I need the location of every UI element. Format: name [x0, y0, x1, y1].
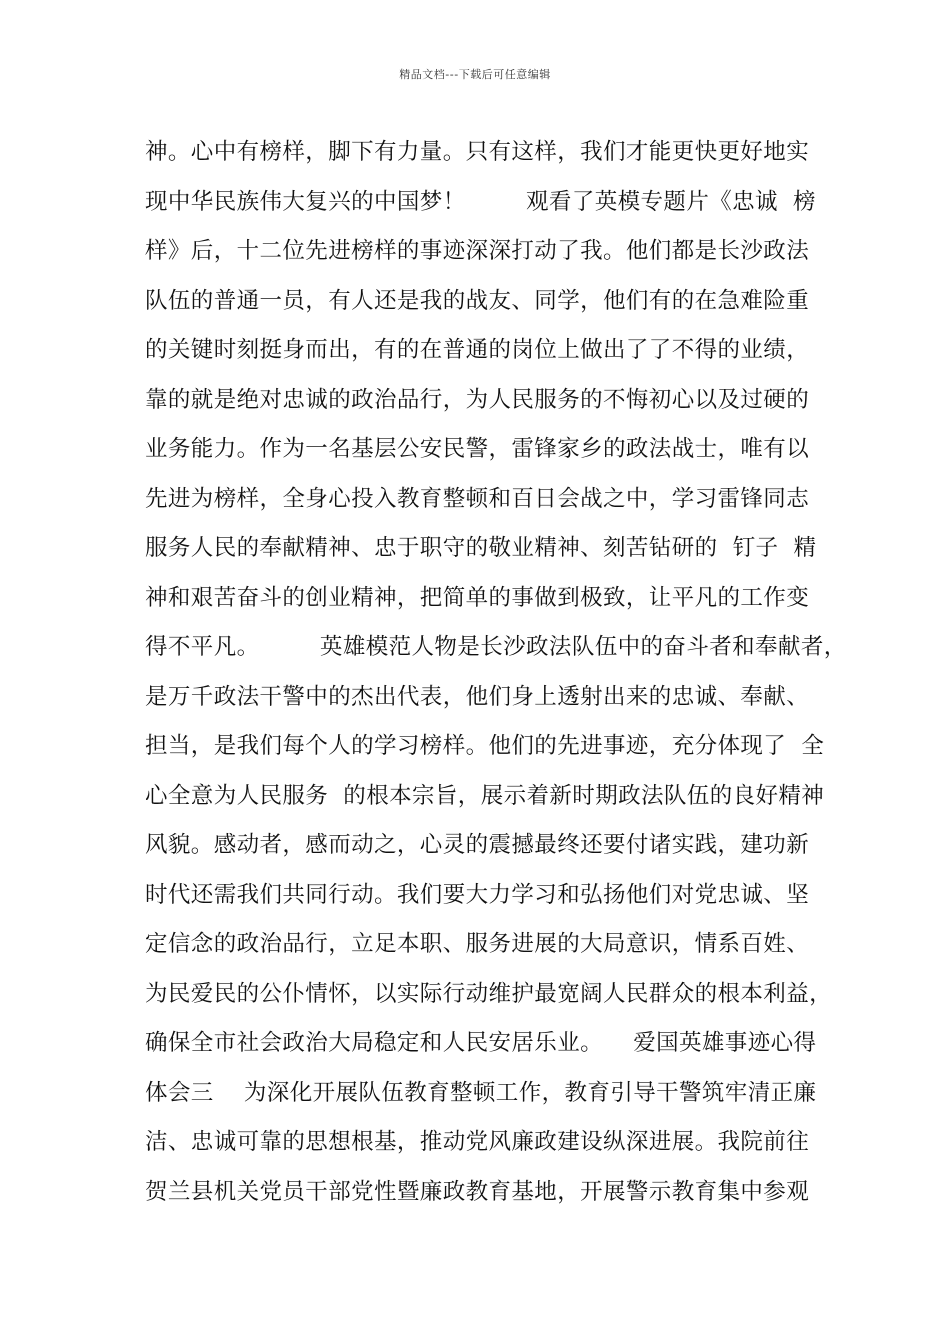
- text-line: 风貌。感动者，感而动之，心灵的震撼最终还要付诸实践，建功新: [145, 832, 810, 858]
- text-line: 是万千政法干警中的杰出代表，他们身上透射出来的忠诚、奉献、: [145, 683, 810, 710]
- text-line: 样》后，十二位先进榜样的事迹深深打动了我。他们都是长沙政法: [145, 238, 810, 264]
- text-line: 业务能力。作为一名基层公安民警，雷锋家乡的政法战士，唯有以: [145, 436, 810, 462]
- text-line: 神。心中有榜样，脚下有力量。只有这样，我们才能更快更好地实: [145, 139, 810, 165]
- text-line: 靠的就是绝对忠诚的政治品行，为人民服务的不悔初心以及过硬的: [145, 386, 810, 413]
- text-line: 队伍的普通一员，有人还是我的战友、同学，他们有的在急难险重: [145, 287, 810, 314]
- text-line: 体会三 为深化开展队伍教育整顿工作，教育引导干警筑牢清正廉: [145, 1079, 817, 1106]
- text-line: 先进为榜样，全身心投入教育整顿和百日会战之中，学习雷锋同志: [145, 485, 810, 512]
- text-line: 时代还需我们共同行动。我们要大力学习和弘扬他们对党忠诚、坚: [145, 881, 810, 908]
- text-line: 贺兰县机关党员干部党性暨廉政教育基地，开展警示教育集中参观: [145, 1178, 810, 1205]
- page-header: 精品文档---下载后可任意编辑: [399, 68, 551, 81]
- text-line: 担当，是我们每个人的学习榜样。他们的先进事迹，充分体现了 全: [145, 733, 825, 759]
- text-line: 为民爱民的公仆情怀，以实际行动维护最宽阔人民群众的根本利益，: [145, 980, 833, 1007]
- text-line: 洁、忠诚可靠的思想根基，推动党风廉政建设纵深进展。我院前往: [145, 1129, 810, 1155]
- text-line: 服务人民的奉献精神、忠于职守的敬业精神、刻苦钻研的 钉子 精: [145, 535, 817, 561]
- text-line: 确保全市社会政治大局稳定和人民安居乐业。 爱国英雄事迹心得: [145, 1030, 817, 1056]
- text-line: 心全意为人民服务 的根本宗旨，展示着新时期政法队伍的良好精神: [145, 782, 825, 809]
- document-body: [145, 132, 847, 1221]
- text-line: 现中华民族伟大复兴的中国梦！ 观看了英模专题片《忠诚 榜: [145, 188, 816, 215]
- text-line: 神和艰苦奋斗的创业精神，把简单的事做到极致，让平凡的工作变: [145, 584, 810, 611]
- text-line: 得不平凡。 英雄模范人物是长沙政法队伍中的奋斗者和奉献者，: [145, 634, 847, 660]
- text-line: 的关键时刻挺身而出，有的在普通的岗位上做出了了不得的业绩，: [145, 337, 810, 363]
- text-line: 定信念的政治品行，立足本职、服务进展的大局意识，情系百姓、: [145, 931, 810, 957]
